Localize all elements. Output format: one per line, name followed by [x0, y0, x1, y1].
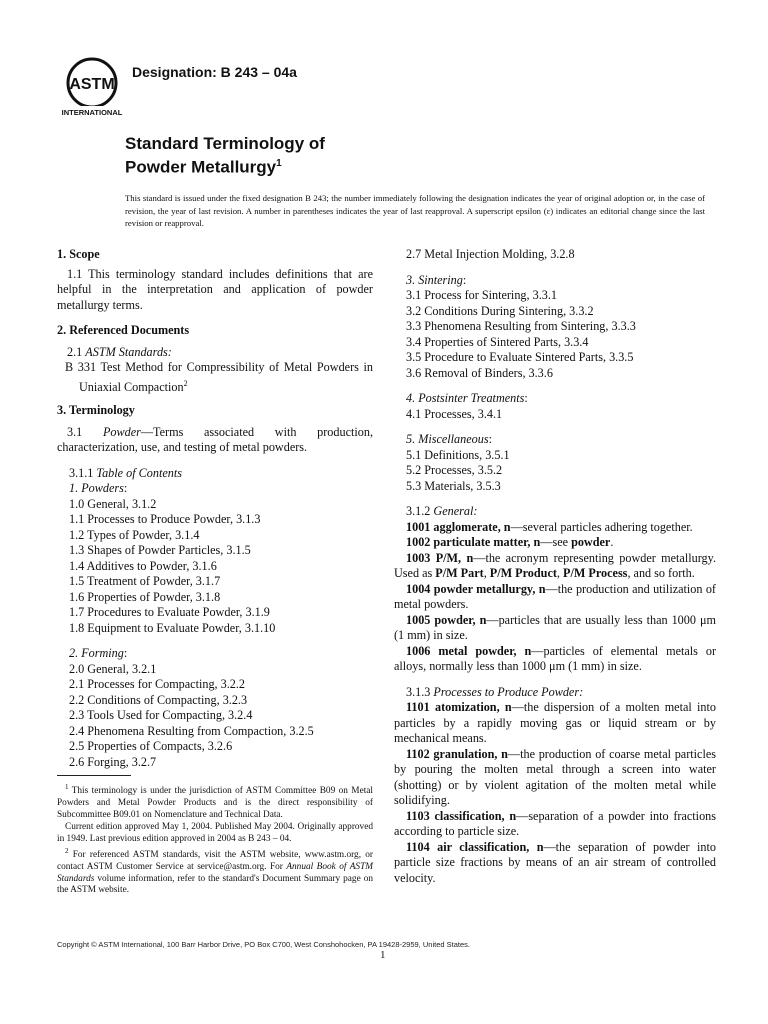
term-definition: 1104 air classification, n—the separation of powder into particle size fractions by means of an air stream of controlled velocity. [394, 839, 716, 885]
copyright-line: Copyright © ASTM International, 100 Barr Harbor Drive, PO Box C700, West Conshohocken, PA 19428-2959, United States. [57, 940, 470, 949]
footnote-current-edition: Current edition approved May 1, 2004. Published May 2004. Originally approved in 1949. Last previous edition approved in 2004 as B 243 – 04. [57, 821, 373, 844]
term-definition: 1101 atomization, n—the dispersion of a molten metal into particles by a rapidly moving gas or liquid stream or by mechanical means. [394, 700, 716, 745]
toc-item: 2.3 Tools Used for Compacting, 3.2.4 [69, 708, 253, 723]
toc-group-forming: 2. Forming: [69, 646, 128, 661]
toc-group-miscellaneous: 5. Miscellaneous: [406, 432, 492, 446]
toc-list-postsinter [394, 407, 716, 423]
designation: Designation: B 243 – 04a [132, 64, 297, 80]
term-definition: 1004 powder metallurgy, n—the production and utilization of metal powders. [394, 581, 716, 611]
toc-item: 2.5 Properties of Compacts, 3.2.6 [69, 739, 233, 754]
toc-item-mim: 2.7 Metal Injection Molding, 3.2.8 [406, 247, 575, 261]
referenced-document-item: B 331 Test Method for Compressibility of Metal Powders in Uniaxial Compaction$^2$ [65, 360, 373, 394]
toc-item: 1.3 Shapes of Powder Particles, 3.1.5 [69, 543, 251, 558]
toc-item: 2.0 General, 3.2.1 [69, 661, 157, 676]
scope-paragraph: 1.1 This terminology standard includes definitions that are helpful in the interpretation and application of powder metallurgy terms. [57, 266, 373, 312]
general-heading: 3.1.2 General: [406, 504, 478, 518]
toc-item: 4.1 Processes, 3.4.1 [406, 406, 503, 421]
toc-item: 1.7 Procedures to Evaluate Powder, 3.1.9 [69, 605, 270, 620]
astm-logo [60, 56, 124, 118]
section-heading-scope: 1. Scope [57, 247, 100, 261]
toc-item: 5.2 Processes, 3.5.2 [406, 463, 503, 477]
toc-item: 3.3 Phenomena Resulting from Sintering, 3.3.3 [406, 319, 636, 333]
left-column [57, 247, 373, 770]
footnote-1: $^1$ This terminology is under the jurisdiction of ASTM Committee B09 on Metal Powders and Metal Powder Products and is the direct responsibility of Subcommittee B09.01 on Nomenclature and Technical Data. [57, 783, 373, 820]
term-definition: 1002 particulate matter, n—see powder. [406, 535, 614, 549]
document-title [125, 134, 325, 178]
general-terms [394, 520, 716, 675]
toc-item: 2.2 Conditions of Compacting, 3.2.3 [69, 692, 248, 707]
astm-logo-subtitle: INTERNATIONAL [61, 108, 123, 117]
toc-item: 1.6 Properties of Powder, 3.1.8 [69, 589, 221, 604]
toc-item: 1.5 Treatment of Powder, 3.1.7 [69, 574, 221, 589]
toc-item: 5.1 Definitions, 3.5.1 [406, 447, 510, 462]
term-definition: 1005 powder, n—particles that are usually less than 1000 μm (1 mm) in size. [394, 612, 716, 642]
section-heading-referenced-documents: 2. Referenced Documents [57, 323, 190, 337]
title-line-1: Standard Terminology of [125, 134, 325, 153]
toc-item: 1.0 General, 3.1.2 [69, 496, 157, 511]
page-number: 1 [380, 949, 386, 961]
term-definition: 1103 classification, n—separation of a powder into fractions according to particle size. [394, 808, 717, 838]
term-definition: 1006 metal powder, n—particles of elemental metals or alloys, normally less than 1000 μm (1 mm) in size. [394, 643, 716, 673]
footnotes [57, 782, 373, 897]
section-heading-terminology: 3. Terminology [57, 403, 135, 418]
term-definition: 1001 agglomerate, n—several particles adhering together. [406, 519, 693, 534]
toc-item: 3.6 Removal of Binders, 3.3.6 [406, 365, 553, 380]
toc-item: 1.8 Equipment to Evaluate Powder, 3.1.10 [69, 620, 276, 635]
toc-group-postsinter: 4. Postsinter Treatments: [406, 391, 528, 405]
title-line-2: Powder Metallurgy$^1$ [125, 157, 282, 177]
toc-group-powders: 1. Powders: [69, 481, 128, 496]
toc-item: 1.2 Types of Powder, 3.1.4 [69, 527, 200, 542]
toc-list-forming [57, 662, 373, 771]
right-column [394, 247, 716, 886]
referenced-standards-label: 2.1 ASTM Standards: [67, 344, 172, 359]
term-definition: 1102 granulation, n—the production of coarse metal particles by pouring the molten metal through a screen into water (shotting) or by violent agitation of the molten metal while solidifying. [394, 746, 716, 807]
toc-list-sintering [394, 288, 716, 381]
toc-item: 5.3 Materials, 3.5.3 [406, 478, 501, 493]
process-terms [394, 700, 716, 886]
toc-item: 2.6 Forging, 3.2.7 [69, 754, 157, 769]
toc-list-miscellaneous [394, 448, 716, 495]
terminology-paragraph: 3.1 Powder—Terms associated with production, characterization, use, and testing of metal powders. [57, 424, 374, 455]
toc-list-powders [57, 497, 373, 637]
title-footnote-marker: 1 [276, 158, 282, 169]
toc-item: 1.1 Processes to Produce Powder, 3.1.3 [69, 512, 261, 527]
intro-paragraph: This standard is issued under the fixed designation B 243; the number immediately following the designation indicates the year of original adoption or, in the case of revision, the year of last revision. A number in parentheses indicates the year of last reapproval. A superscript epsilon (ε) indicates an editorial change since the last revision or reapproval. [125, 193, 705, 228]
footnote-rule [57, 775, 131, 776]
astm-logo-letters: ASTM [69, 76, 115, 93]
process-heading: 3.1.3 Processes to Produce Powder: [406, 684, 584, 699]
footnote-2: $^2$ For referenced ASTM standards, visit the ASTM website, www.astm.org, or contact ASTM Customer Service at service@astm.org. For Annual Book of ASTM Standards volume information, refer to the standard's Document Summary page on the ASTM website. [57, 846, 373, 896]
toc-item: 3.2 Conditions During Sintering, 3.3.2 [406, 303, 594, 318]
toc-group-sintering: 3. Sintering: [406, 272, 467, 287]
toc-item: 3.5 Procedure to Evaluate Sintered Parts, 3.3.5 [406, 350, 634, 364]
term-definition: 1003 P/M, n—the acronym representing powder metallurgy. Used as P/M Part, P/M Product, P/M Process, and so forth. [394, 550, 716, 580]
toc-item: 3.4 Properties of Sintered Parts, 3.3.4 [406, 334, 589, 349]
toc-item: 1.4 Additives to Powder, 3.1.6 [69, 558, 217, 573]
toc-item: 3.1 Process for Sintering, 3.3.1 [406, 288, 557, 302]
toc-item: 2.4 Phenomena Resulting from Compaction, 3.2.5 [69, 723, 314, 738]
toc-item: 2.1 Processes for Compacting, 3.2.2 [69, 677, 246, 692]
toc-heading: 3.1.1 Table of Contents [69, 465, 182, 480]
